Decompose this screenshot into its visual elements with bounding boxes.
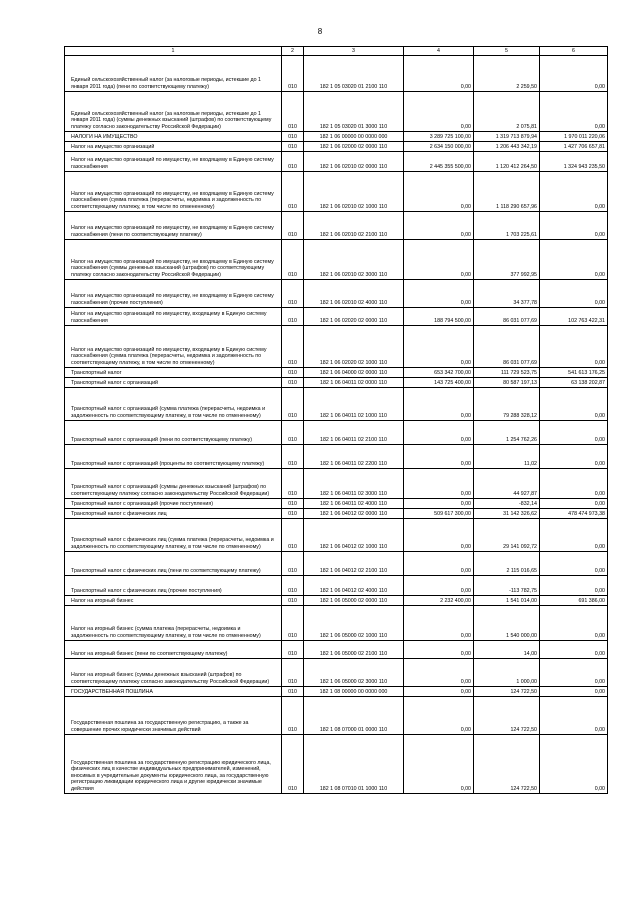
table-row (65, 378, 608, 388)
row-approved-plan: 3 289 725 100,00 (404, 132, 474, 142)
row-name: Транспортный налог с организаций (суммы денежных взысканий (штрафов) по соответствующему платежу согласно законодательству Российской Федерации) (65, 469, 282, 499)
row-unexecuted: 0,00 (540, 212, 608, 240)
row-name: Транспортный налог с физических лиц (прочие поступления) (65, 576, 282, 596)
row-unexecuted: 0,00 (540, 280, 608, 308)
row-approved-plan: 0,00 (404, 606, 474, 641)
table-row (65, 606, 608, 641)
row-name: Транспортный налог с физических лиц (сумма платежа (перерасчеты, недоимка и задолженность по соответствующему платежу, в том числе по отмененному) (65, 519, 282, 552)
row-line-code: 010 (282, 687, 304, 697)
row-approved-plan: 188 794 500,00 (404, 308, 474, 326)
row-approved-plan: 2 634 150 000,00 (404, 142, 474, 152)
table-row (65, 687, 608, 697)
row-unexecuted: 1 427 706 657,81 (540, 142, 608, 152)
table-row (65, 596, 608, 606)
row-executed: 2 259,50 (474, 56, 540, 92)
row-name: Налог на имущество организаций по имуществу, не входящему в Единую систему газоснабжения (прочие поступления) (65, 280, 282, 308)
row-line-code: 010 (282, 56, 304, 92)
row-line-code: 010 (282, 172, 304, 212)
table-row (65, 697, 608, 735)
table-row (65, 421, 608, 445)
table-row (65, 576, 608, 596)
row-approved-plan: 0,00 (404, 326, 474, 368)
revenue-table (64, 46, 608, 794)
row-budget-code: 182 1 06 02020 02 0000 110 (304, 308, 404, 326)
table-row (65, 641, 608, 659)
row-budget-code: 182 1 06 02010 02 3000 110 (304, 240, 404, 280)
row-unexecuted: 0,00 (540, 326, 608, 368)
row-budget-code: 182 1 06 04012 02 1000 110 (304, 519, 404, 552)
row-line-code: 010 (282, 735, 304, 794)
table-row (65, 735, 608, 794)
row-unexecuted: 63 138 202,87 (540, 378, 608, 388)
table-row (65, 132, 608, 142)
row-executed: 11,02 (474, 445, 540, 469)
row-budget-code: 182 1 06 05000 02 0000 110 (304, 596, 404, 606)
row-name: Налог на имущество организаций по имуществу, не входящему в Единую систему газоснабжения (пени по соответствующему платежу) (65, 212, 282, 240)
table-row (65, 280, 608, 308)
row-executed: 1 000,00 (474, 659, 540, 687)
row-line-code: 010 (282, 445, 304, 469)
row-executed: 79 288 328,12 (474, 388, 540, 421)
row-name: НАЛОГИ НА ИМУЩЕСТВО (65, 132, 282, 142)
row-name: ГОСУДАРСТВЕННАЯ ПОШЛИНА (65, 687, 282, 697)
row-budget-code: 182 1 08 07010 01 1000 110 (304, 735, 404, 794)
header-col-3: 3 (304, 47, 404, 56)
row-approved-plan: 0,00 (404, 212, 474, 240)
row-name: Государственная пошлина за государственную регистрацию юридического лица, физических лиц в качестве индивидуальных предпринимателей, изменений, вносимых в учредительные документы юридического лица, за государственную регистрацию ликвидации юридического лица и другие юридически значимые действия (65, 735, 282, 794)
row-executed: 29 141 092,72 (474, 519, 540, 552)
row-line-code: 010 (282, 326, 304, 368)
row-executed: 124 722,50 (474, 687, 540, 697)
row-unexecuted: 0,00 (540, 240, 608, 280)
row-unexecuted: 0,00 (540, 697, 608, 735)
row-name: Налог на имущество организаций по имуществу, не входящему в Единую систему газоснабжения (65, 152, 282, 172)
row-line-code: 010 (282, 142, 304, 152)
row-approved-plan: 2 445 355 500,00 (404, 152, 474, 172)
row-name: Транспортный налог с физических лиц (65, 509, 282, 519)
row-executed: 2 075,81 (474, 92, 540, 132)
row-unexecuted: 1 324 943 235,50 (540, 152, 608, 172)
row-executed: 1 254 762,26 (474, 421, 540, 445)
table-header-row (65, 47, 608, 56)
row-unexecuted: 0,00 (540, 388, 608, 421)
row-line-code: 010 (282, 378, 304, 388)
row-line-code: 010 (282, 368, 304, 378)
row-approved-plan: 0,00 (404, 445, 474, 469)
row-budget-code: 182 1 06 04011 02 3000 110 (304, 469, 404, 499)
row-executed: 86 031 077,69 (474, 308, 540, 326)
row-executed: 1 541 014,00 (474, 596, 540, 606)
row-name: Налог на игорный бизнес (пени по соответствующему платежу) (65, 641, 282, 659)
row-approved-plan: 0,00 (404, 519, 474, 552)
table-row (65, 92, 608, 132)
table-row (65, 308, 608, 326)
row-approved-plan: 509 617 300,00 (404, 509, 474, 519)
row-budget-code: 182 1 06 04012 02 2100 110 (304, 552, 404, 576)
table-body (65, 56, 608, 794)
row-unexecuted: 0,00 (540, 519, 608, 552)
row-line-code: 010 (282, 92, 304, 132)
row-approved-plan: 0,00 (404, 576, 474, 596)
table-row (65, 509, 608, 519)
row-budget-code: 182 1 05 03020 01 3000 110 (304, 92, 404, 132)
row-executed: 1 703 225,61 (474, 212, 540, 240)
table-row (65, 240, 608, 280)
row-approved-plan: 0,00 (404, 172, 474, 212)
row-unexecuted: 0,00 (540, 172, 608, 212)
row-approved-plan: 0,00 (404, 240, 474, 280)
row-line-code: 010 (282, 697, 304, 735)
row-executed: -832,14 (474, 499, 540, 509)
row-approved-plan: 0,00 (404, 659, 474, 687)
row-approved-plan: 0,00 (404, 697, 474, 735)
row-line-code: 010 (282, 499, 304, 509)
row-line-code: 010 (282, 659, 304, 687)
row-name: Транспортный налог с организаций (проценты по соответствующему платежу) (65, 445, 282, 469)
row-budget-code: 182 1 06 04011 02 2200 110 (304, 445, 404, 469)
row-budget-code: 182 1 06 00000 00 0000 000 (304, 132, 404, 142)
row-budget-code: 182 1 06 05000 02 1000 110 (304, 606, 404, 641)
row-line-code: 010 (282, 280, 304, 308)
row-budget-code: 182 1 06 04011 02 2100 110 (304, 421, 404, 445)
row-executed: -113 782,75 (474, 576, 540, 596)
row-unexecuted: 0,00 (540, 445, 608, 469)
row-line-code: 010 (282, 606, 304, 641)
row-unexecuted: 0,00 (540, 576, 608, 596)
row-unexecuted: 0,00 (540, 56, 608, 92)
row-name: Налог на имущество организаций (65, 142, 282, 152)
row-budget-code: 182 1 06 02010 02 2100 110 (304, 212, 404, 240)
row-approved-plan: 0,00 (404, 641, 474, 659)
table-row (65, 172, 608, 212)
row-unexecuted: 0,00 (540, 469, 608, 499)
row-approved-plan: 2 232 400,00 (404, 596, 474, 606)
row-budget-code: 182 1 06 04012 02 0000 110 (304, 509, 404, 519)
page-number: 8 (317, 27, 323, 36)
row-approved-plan: 0,00 (404, 92, 474, 132)
row-executed: 44 927,87 (474, 469, 540, 499)
row-name: Транспортный налог с организаций (65, 378, 282, 388)
row-unexecuted: 0,00 (540, 735, 608, 794)
row-unexecuted: 0,00 (540, 641, 608, 659)
row-budget-code: 182 1 06 05000 02 2100 110 (304, 641, 404, 659)
row-name: Транспортный налог (65, 368, 282, 378)
row-line-code: 010 (282, 469, 304, 499)
header-col-5: 5 (474, 47, 540, 56)
row-name: Налог на имущество организаций по имуществу, входящему в Единую систему газоснабжения (65, 308, 282, 326)
row-approved-plan: 143 725 400,00 (404, 378, 474, 388)
row-budget-code: 182 1 06 02010 02 0000 110 (304, 152, 404, 172)
row-budget-code: 182 1 06 04011 02 1000 110 (304, 388, 404, 421)
row-budget-code: 182 1 06 04011 02 0000 110 (304, 378, 404, 388)
row-executed: 124 722,50 (474, 697, 540, 735)
row-approved-plan: 653 342 700,00 (404, 368, 474, 378)
row-line-code: 010 (282, 132, 304, 142)
row-approved-plan: 0,00 (404, 499, 474, 509)
table-row (65, 368, 608, 378)
row-executed: 2 115 016,65 (474, 552, 540, 576)
row-name: Транспортный налог с организаций (сумма платежа (перерасчеты, недоимка и задолженность по соответствующему платежу, в том числе по отмененному) (65, 388, 282, 421)
row-budget-code: 182 1 06 02010 02 1000 110 (304, 172, 404, 212)
row-budget-code: 182 1 06 02000 02 0000 110 (304, 142, 404, 152)
row-approved-plan: 0,00 (404, 735, 474, 794)
row-line-code: 010 (282, 388, 304, 421)
row-approved-plan: 0,00 (404, 552, 474, 576)
row-budget-code: 182 1 06 04011 02 4000 110 (304, 499, 404, 509)
row-executed: 31 142 326,62 (474, 509, 540, 519)
row-name: Транспортный налог с организаций (пени по соответствующему платежу) (65, 421, 282, 445)
row-line-code: 010 (282, 152, 304, 172)
row-line-code: 010 (282, 576, 304, 596)
row-name: Единый сельскохозяйственный налог (за налоговые периоды, истекшие до 1 января 2011 года) (суммы денежных взысканий (штрафов) по соответствующему платежу согласно законодательству Российской Федерации) (65, 92, 282, 132)
row-executed: 111 729 523,75 (474, 368, 540, 378)
row-name: Налог на имущество организаций по имуществу, не входящему в Единую систему газоснабжения (сумма платежа (перерасчеты, недоимка и задолженность по соответствующему платежу, в том числе по отмененному) (65, 172, 282, 212)
table-row (65, 469, 608, 499)
header-col-2: 2 (282, 47, 304, 56)
row-executed: 34 377,78 (474, 280, 540, 308)
table-row (65, 212, 608, 240)
row-unexecuted: 541 613 176,25 (540, 368, 608, 378)
row-executed: 86 031 077,69 (474, 326, 540, 368)
row-unexecuted: 1 970 011 220,06 (540, 132, 608, 142)
table-row (65, 152, 608, 172)
table-row (65, 56, 608, 92)
row-unexecuted: 478 474 973,38 (540, 509, 608, 519)
table-row (65, 499, 608, 509)
row-line-code: 010 (282, 552, 304, 576)
table-row (65, 326, 608, 368)
row-name: Государственная пошлина за государственную регистрацию, а также за совершение прочих юридически значимых действий (65, 697, 282, 735)
row-budget-code: 182 1 08 07000 01 0000 110 (304, 697, 404, 735)
row-name: Налог на игорный бизнес (65, 596, 282, 606)
row-executed: 1 120 412 264,50 (474, 152, 540, 172)
row-name: Налог на имущество организаций по имуществу, не входящему в Единую систему газоснабжения (суммы денежных взысканий (штрафов) по соответствующему платежу согласно законодательству Российской Федерации) (65, 240, 282, 280)
table-row (65, 388, 608, 421)
row-executed: 1 540 000,00 (474, 606, 540, 641)
row-budget-code: 182 1 06 02010 02 4000 110 (304, 280, 404, 308)
row-name: Единый сельскохозяйственный налог (за налоговые периоды, истекшие до 1 января 2011 года) (пени по соответствующему платежу) (65, 56, 282, 92)
row-unexecuted: 0,00 (540, 606, 608, 641)
row-approved-plan: 0,00 (404, 56, 474, 92)
row-executed: 80 587 197,13 (474, 378, 540, 388)
row-executed: 14,00 (474, 641, 540, 659)
row-line-code: 010 (282, 240, 304, 280)
row-line-code: 010 (282, 308, 304, 326)
row-executed: 1 319 713 879,94 (474, 132, 540, 142)
row-unexecuted: 0,00 (540, 499, 608, 509)
row-unexecuted: 102 763 422,31 (540, 308, 608, 326)
row-budget-code: 182 1 06 05000 02 3000 110 (304, 659, 404, 687)
header-col-1: 1 (65, 47, 282, 56)
row-approved-plan: 0,00 (404, 388, 474, 421)
header-col-6: 6 (540, 47, 608, 56)
header-col-4: 4 (404, 47, 474, 56)
row-line-code: 010 (282, 596, 304, 606)
row-budget-code: 182 1 06 02020 02 1000 110 (304, 326, 404, 368)
row-line-code: 010 (282, 641, 304, 659)
row-budget-code: 182 1 05 03020 01 2100 110 (304, 56, 404, 92)
row-executed: 377 992,95 (474, 240, 540, 280)
table-row (65, 142, 608, 152)
row-line-code: 010 (282, 509, 304, 519)
row-executed: 1 206 443 342,19 (474, 142, 540, 152)
row-executed: 1 118 290 657,96 (474, 172, 540, 212)
table-row (65, 519, 608, 552)
row-approved-plan: 0,00 (404, 280, 474, 308)
row-line-code: 010 (282, 212, 304, 240)
row-approved-plan: 0,00 (404, 687, 474, 697)
row-unexecuted: 0,00 (540, 421, 608, 445)
row-unexecuted: 0,00 (540, 552, 608, 576)
row-name: Налог на игорный бизнес (суммы денежных взысканий (штрафов) по соответствующему платежу согласно законодательству Российской Федерации) (65, 659, 282, 687)
row-name: Транспортный налог с физических лиц (пени по соответствующему платежу) (65, 552, 282, 576)
row-line-code: 010 (282, 421, 304, 445)
row-unexecuted: 0,00 (540, 92, 608, 132)
row-budget-code: 182 1 06 04000 02 0000 110 (304, 368, 404, 378)
row-unexecuted: 0,00 (540, 659, 608, 687)
row-unexecuted: 0,00 (540, 687, 608, 697)
row-approved-plan: 0,00 (404, 469, 474, 499)
row-approved-plan: 0,00 (404, 421, 474, 445)
row-budget-code: 182 1 08 00000 00 0000 000 (304, 687, 404, 697)
row-budget-code: 182 1 06 04012 02 4000 110 (304, 576, 404, 596)
row-name: Транспортный налог с организаций (прочие поступления) (65, 499, 282, 509)
row-unexecuted: 691 386,00 (540, 596, 608, 606)
table-row (65, 445, 608, 469)
table-row (65, 659, 608, 687)
table-row (65, 552, 608, 576)
row-name: Налог на имущество организаций по имуществу, входящему в Единую систему газоснабжения (сумма платежа (перерасчеты, недоимка и задолженность по соответствующему платежу, в том числе по отмененному) (65, 326, 282, 368)
row-executed: 124 722,50 (474, 735, 540, 794)
row-name: Налог на игорный бизнес (сумма платежа (перерасчеты, недоимка и задолженность по соответствующему платежу, в том числе по отмененному) (65, 606, 282, 641)
row-line-code: 010 (282, 519, 304, 552)
